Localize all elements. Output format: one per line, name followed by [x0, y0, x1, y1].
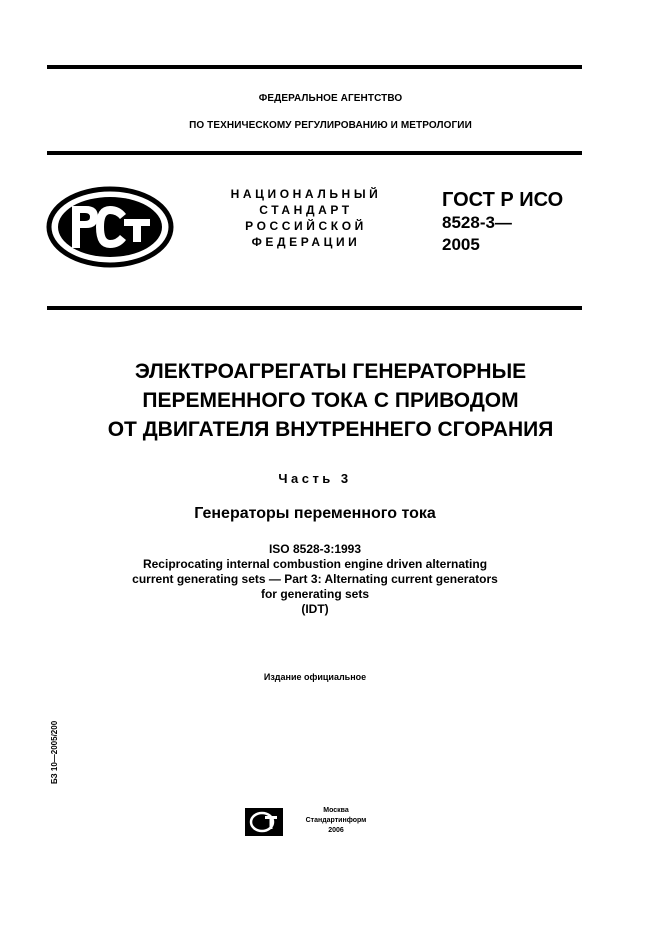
national-standard-label	[215, 186, 397, 250]
title-line: ОТ ДВИГАТЕЛЯ ВНУТРЕННЕГО СГОРАНИЯ	[107, 418, 554, 441]
publisher-name: Стандартинформ	[305, 817, 367, 824]
iso-line: current generating sets — Part 3: Alternating current generators	[132, 572, 498, 586]
iso-line: ISO 8528-3:1993	[268, 542, 362, 556]
title-line: ЭЛЕКТРОАГРЕГАТЫ ГЕНЕРАТОРНЫЕ	[134, 360, 527, 383]
standard-code-line-2: 8528-3—	[442, 213, 512, 232]
part-name: Генераторы переменного тока	[194, 505, 436, 522]
publisher-city: Москва	[323, 807, 349, 814]
national-line: ФЕДЕРАЦИИ	[251, 235, 361, 249]
iso-line: Reciprocating internal combustion engine driven alternating	[142, 557, 488, 571]
national-line: НАЦИОНАЛЬНЫЙ	[230, 187, 382, 201]
top-rule	[47, 65, 582, 69]
publisher	[294, 806, 378, 836]
standard-code	[442, 188, 563, 256]
iso-reference	[0, 542, 630, 617]
edition-label: Издание официальное	[263, 672, 367, 682]
part-label: Часть 3	[278, 471, 352, 486]
standartinform-logo-icon	[245, 808, 283, 836]
header-bottom-rule	[47, 151, 582, 155]
standard-block-rule	[47, 306, 582, 310]
title-line: ПЕРЕМЕННОГО ТОКА С ПРИВОДОМ	[142, 389, 519, 412]
agency-line-2: ПО ТЕХНИЧЕСКОМУ РЕГУЛИРОВАНИЮ И МЕТРОЛОГИИ	[189, 120, 472, 131]
standard-code-line-1: ГОСТ Р ИСО	[442, 189, 564, 211]
iso-line: for generating sets	[260, 587, 370, 601]
side-code: БЗ 10—2005/200	[50, 720, 59, 784]
agency-line-1: ФЕДЕРАЛЬНОЕ АГЕНТСТВО	[258, 93, 403, 104]
document-title	[0, 357, 661, 444]
publisher-year: 2006	[328, 827, 344, 834]
rst-gost-mark-icon	[46, 186, 174, 268]
national-line: СТАНДАРТ	[259, 203, 353, 217]
standard-code-line-3: 2005	[442, 235, 480, 254]
iso-line: (IDT)	[301, 602, 329, 616]
national-line: РОССИЙСКОЙ	[245, 219, 367, 233]
